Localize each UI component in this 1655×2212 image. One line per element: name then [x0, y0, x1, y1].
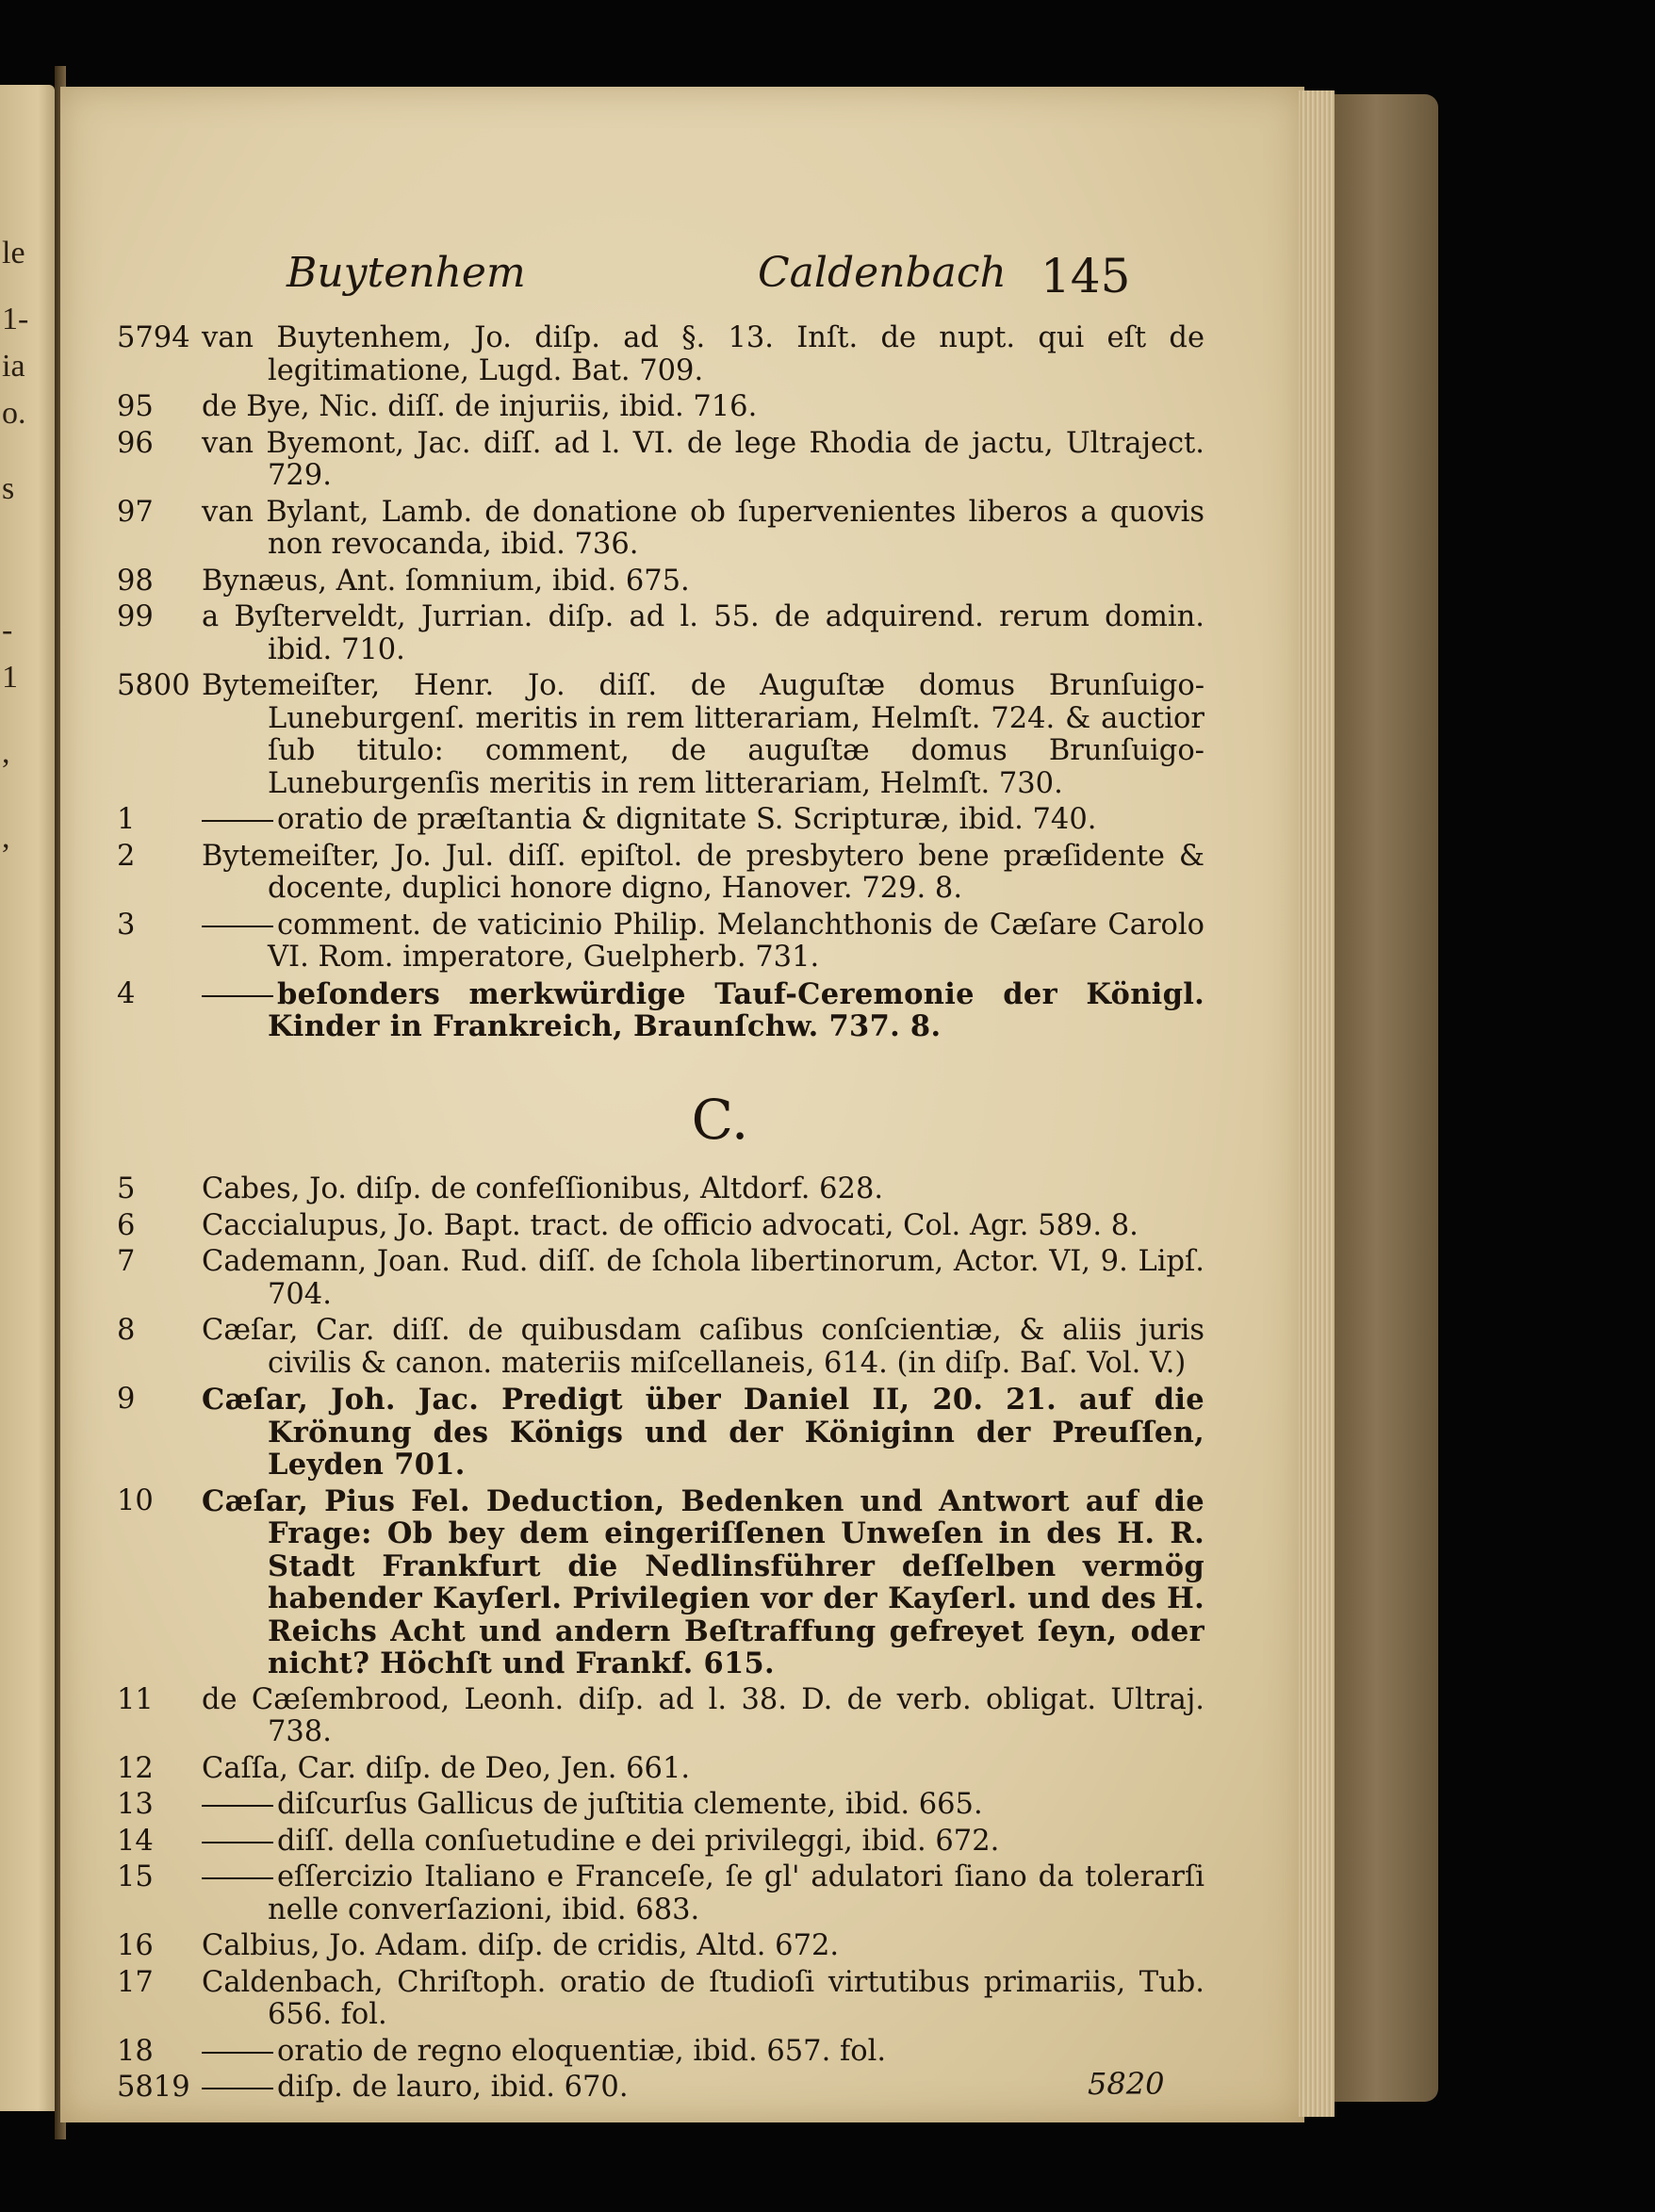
entry-text [202, 841, 1204, 906]
entry-number: 7 [117, 1245, 136, 1278]
catalog-entry [60, 670, 1304, 800]
catalog-entry [60, 1861, 1304, 1926]
catalog-entry [60, 978, 1304, 1043]
entries-letter-c [60, 1173, 1304, 2105]
catalog-entry [60, 601, 1304, 666]
catalog-entry [60, 1210, 1304, 1243]
entry-text-content: Cabes, Jo. diſp. de confeſſionibus, Altdorf. 628. [202, 1172, 884, 1205]
entry-text-content: oratio de regno eloquentiæ, ibid. 657. fol. [277, 2034, 887, 2068]
entry-text [202, 670, 1204, 800]
entry-text-content: Calbius, Jo. Adam. diſp. de cridis, Altd. 672. [202, 1929, 840, 1962]
entry-text-content: diſſ. della conſuetudine e dei privileggi, ibid. 672. [277, 1824, 1000, 1858]
entry-text-content: Caldenbach, Chriſtoph. oratio de ſtudioſi virtutibus primariis, Tub. 656. fol. [202, 1965, 1204, 2031]
catalog-entry [60, 322, 1304, 387]
catalog-entry [60, 1384, 1304, 1482]
entry-text-content: eſſercizio Italiano e Franceſe, ſe gl' adulatori ſiano da tolerarſi nelle converſazioni, ibid. 683. [268, 1860, 1204, 1926]
previous-page-fragment: le [2, 236, 25, 270]
previous-page-fragment: 1 [2, 660, 18, 695]
catalog-entry [60, 2036, 1304, 2069]
page-number: 145 [1041, 249, 1131, 303]
ditto-dash [202, 2052, 273, 2054]
entry-number: 15 [117, 1860, 154, 1893]
ditto-dash [202, 926, 273, 927]
previous-page-fragment: , [2, 735, 10, 770]
entry-text-content: Cæſar, Pius Fel. Deduction, Bedenken und Antwort auf die Frage: Ob bey dem eingeriſſenen Unweſen in des H. R. Stadt Frankfurt die Nedlinsführer deſſelben vermög habender Kayſerl. Privilegien vor der Kayſerl. und des H. Reichs Acht und andern Beſtraffung gefreyet ſeyn, oder nicht? Höchſt und Frankf. 615. [202, 1483, 1204, 1680]
entry-text-content: Caſſa, Car. diſp. de Deo, Jen. 661. [202, 1751, 691, 1785]
entry-number: 5794 [117, 321, 190, 354]
ditto-dash [202, 820, 273, 822]
entry-number: 18 [117, 2034, 154, 2068]
entry-number: 5819 [117, 2071, 190, 2104]
ditto-dash [202, 1805, 273, 1807]
entry-text [202, 1967, 1204, 2032]
catalog-entry [60, 1789, 1304, 1822]
catalog-entry [60, 1967, 1304, 2032]
entry-number: 98 [117, 564, 154, 598]
catalog-entry [60, 1930, 1304, 1963]
catalog-entry [60, 1315, 1304, 1380]
entry-text [202, 1861, 1204, 1926]
entry-text [202, 804, 1204, 837]
entry-text [202, 1315, 1204, 1380]
catalog-entry [60, 1753, 1304, 1786]
entry-text [202, 565, 1204, 598]
entry-text [202, 497, 1204, 562]
ditto-dash [202, 995, 273, 997]
entry-number: 95 [117, 390, 154, 423]
catalog-entry [60, 497, 1304, 562]
entry-text-content: van Buytenhem, Jo. diſp. ad §. 13. Inſt. de nupt. qui eſt de legitimatione, Lugd. Bat. 709. [202, 321, 1204, 387]
entry-text [202, 1753, 1204, 1786]
entry-number: 97 [117, 495, 154, 529]
entry-number: 13 [117, 1788, 154, 1821]
entry-number: 14 [117, 1824, 154, 1858]
entry-text-content: oratio de præſtantia & dignitate S. Scripturæ, ibid. 740. [277, 803, 1097, 836]
entry-text [202, 909, 1204, 975]
catchword: 5820 [1088, 2066, 1165, 2102]
entry-text-content: Bytemeiſter, Henr. Jo. diſſ. de Auguſtæ domus Brunſuigo-Luneburgenſ. meritis in rem litterariam, Helmſt. 724. & auctior ſub titulo: comment, de auguſtæ domus Brunſuigo-Luneburgenſis meritis in rem litterariam, Helmſt. 730. [202, 669, 1204, 800]
entry-number: 12 [117, 1751, 154, 1785]
entry-text [202, 1930, 1204, 1963]
entry-text [202, 601, 1204, 666]
entry-text [202, 1684, 1204, 1749]
catalog-entry [60, 804, 1304, 837]
catalog-entry [60, 1485, 1304, 1680]
entry-text-content: diſp. de lauro, ibid. 670. [277, 2071, 629, 2104]
entry-text-content: diſcurſus Gallicus de juſtitia clemente, ibid. 665. [277, 1788, 983, 1821]
entry-number: 4 [117, 976, 136, 1010]
entry-text-content: comment. de vaticinio Philip. Melanchthonis de Cæſare Carolo VI. Rom. imperatore, Guelpherb. 731. [268, 908, 1204, 974]
header-left-word: Buytenhem [287, 249, 526, 297]
section-letter-heading: C. [691, 1087, 749, 1152]
entry-text [202, 391, 1204, 424]
entry-number: 5800 [117, 669, 190, 702]
entry-text [202, 1826, 1204, 1859]
entry-text-content: de Cæſembrood, Leonh. diſp. ad l. 38. D. de verb. obligat. Ultraj. 738. [202, 1682, 1204, 1748]
entry-text [202, 2036, 1204, 2069]
entry-text-content: Cæſar, Joh. Jac. Predigt über Daniel II, 20. 21. auf die Krönung des Königs und der Königinn der Preuſſen, Leyden 701. [202, 1383, 1204, 1482]
catalog-entries [60, 322, 1304, 2108]
previous-page-edge [0, 85, 55, 2111]
entry-text-content: Caccialupus, Jo. Bapt. tract. de officio advocati, Col. Agr. 589. 8. [202, 1208, 1139, 1242]
entry-text [202, 1485, 1204, 1680]
entry-number: 96 [117, 426, 154, 460]
entry-text-content: Cæſar, Car. diſſ. de quibusdam caſibus conſcientiæ, & aliis juris civilis & canon. materiis miſcellaneis, 614. (in diſp. Baſ. Vol. V.) [202, 1314, 1204, 1380]
entry-number: 3 [117, 908, 136, 942]
book-page [60, 87, 1304, 2122]
entry-text-content: Bynæus, Ant. ſomnium, ibid. 675. [202, 564, 690, 598]
running-header [60, 249, 1304, 315]
entry-number: 17 [117, 1965, 154, 1999]
entry-text [202, 428, 1204, 493]
entry-text [202, 322, 1204, 387]
entry-text-content: Bytemeiſter, Jo. Jul. diſſ. epiſtol. de presbytero bene præſidente & docente, duplici honore digno, Hanover. 729. 8. [202, 839, 1204, 905]
header-center-word: Caldenbach [758, 249, 1007, 297]
entry-text-content: de Bye, Nic. diſſ. de injuriis, ibid. 716. [202, 390, 758, 423]
entry-number: 9 [117, 1383, 136, 1416]
entry-text [202, 2072, 1204, 2105]
catalog-entry [60, 428, 1304, 493]
previous-page-fragment: - [2, 613, 13, 647]
catalog-entry [60, 391, 1304, 424]
catalog-entry [60, 1826, 1304, 1859]
entry-text-content: van Bylant, Lamb. de donatione ob ſupervenientes liberos a quovis non revocanda, ibid. 736. [202, 495, 1204, 561]
entry-text [202, 1173, 1204, 1206]
ditto-dash [202, 1877, 273, 1879]
entry-text [202, 978, 1204, 1043]
catalog-entry [60, 841, 1304, 906]
previous-page-fragment: , [2, 820, 10, 855]
previous-page-fragment: 1- [2, 302, 29, 336]
entry-text [202, 1246, 1204, 1311]
entry-text-content: beſonders merkwürdige Tauf-Ceremonie der Königl. Kinder in Frankreich, Braunſchw. 737. 8. [268, 976, 1204, 1043]
entry-number: 1 [117, 803, 136, 836]
catalog-entry [60, 1173, 1304, 1206]
previous-page-fragment: s [2, 471, 15, 506]
ditto-dash [202, 2088, 273, 2089]
previous-page-fragment: o. [2, 396, 26, 431]
entry-number: 5 [117, 1172, 136, 1205]
entry-number: 11 [117, 1682, 154, 1716]
ditto-dash [202, 1842, 273, 1843]
entry-text-content: Cademann, Joan. Rud. diſſ. de ſchola libertinorum, Actor. VI, 9. Lipſ. 704. [202, 1245, 1204, 1311]
entry-text-content: a Byſterveldt, Jurrian. diſp. ad l. 55. de adquirend. rerum domin. ibid. 710. [202, 600, 1204, 666]
catalog-entry [60, 1684, 1304, 1749]
entry-number: 2 [117, 839, 136, 873]
entry-text-content: van Byemont, Jac. diſſ. ad l. VI. de lege Rhodia de jactu, Ultraject. 729. [202, 426, 1204, 492]
book-cover-board [1335, 94, 1438, 2102]
page-block-edges [1299, 90, 1335, 2117]
entry-text [202, 1789, 1204, 1822]
catalog-entry [60, 1246, 1304, 1311]
entries-letter-b [60, 322, 1304, 1043]
previous-page-fragment: ia [2, 349, 25, 384]
entry-text [202, 1384, 1204, 1482]
entry-number: 10 [117, 1483, 154, 1517]
entry-number: 99 [117, 600, 154, 633]
entry-text [202, 1210, 1204, 1243]
catalog-entry [60, 565, 1304, 598]
catalog-entry [60, 909, 1304, 975]
entry-number: 8 [117, 1314, 136, 1347]
entry-number: 16 [117, 1929, 154, 1962]
entry-number: 6 [117, 1208, 136, 1242]
